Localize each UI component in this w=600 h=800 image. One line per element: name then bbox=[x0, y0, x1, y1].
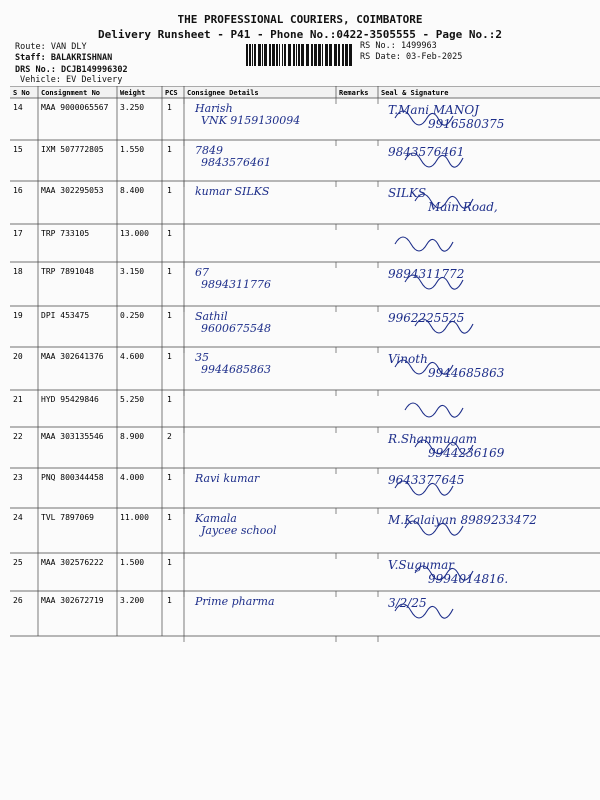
consignee-handwriting: Jaycee school bbox=[201, 524, 277, 537]
signature-handwriting: R.Shanmugam bbox=[388, 432, 478, 446]
cell-consignment: MAA 302295053 bbox=[41, 186, 104, 195]
signature-scribble bbox=[405, 403, 463, 417]
cell-consignment: MAA 302576222 bbox=[41, 558, 104, 567]
cell-sno: 19 bbox=[13, 311, 23, 320]
consignee-handwriting: kumar SILKS bbox=[195, 185, 270, 198]
signature-handwriting: M.Kalaiyan 8989233472 bbox=[388, 513, 537, 527]
consignee-handwriting: Ravi kumar bbox=[195, 472, 260, 485]
runsheet-table bbox=[10, 86, 600, 644]
drs-label: DRS No.: DCJB149996302 bbox=[15, 65, 128, 75]
table-row bbox=[13, 229, 453, 251]
consignee-handwriting: VNK 9159130094 bbox=[201, 114, 301, 127]
consignee-handwriting: Prime pharma bbox=[195, 595, 275, 608]
cell-pcs: 1 bbox=[167, 145, 172, 154]
cell-pcs: 1 bbox=[167, 229, 172, 238]
signature-handwriting: T.Mani MANOJ bbox=[388, 103, 479, 117]
cell-sno: 14 bbox=[13, 103, 23, 112]
signature-scribble bbox=[395, 237, 453, 251]
consignee-handwriting: Harish bbox=[195, 102, 233, 115]
table-row bbox=[13, 558, 508, 586]
cell-pcs: 1 bbox=[167, 267, 172, 276]
consignee-handwriting: 67 bbox=[195, 266, 209, 279]
column-header: PCS bbox=[165, 89, 178, 97]
cell-weight: 1.500 bbox=[120, 558, 145, 567]
cell-pcs: 1 bbox=[167, 596, 172, 605]
column-header: Seal & Signature bbox=[381, 89, 449, 97]
cell-pcs: 1 bbox=[167, 513, 172, 522]
cell-weight: 11.000 bbox=[120, 513, 149, 522]
signature-handwriting: Vinoth bbox=[388, 352, 428, 366]
cell-weight: 5.250 bbox=[120, 395, 145, 404]
signature-handwriting: 9894311772 bbox=[388, 267, 465, 281]
cell-sno: 21 bbox=[13, 395, 23, 404]
table-row bbox=[13, 185, 498, 214]
cell-sno: 20 bbox=[13, 352, 23, 361]
cell-consignment: TVL 7897069 bbox=[41, 513, 94, 522]
signature-handwriting: SILKS bbox=[388, 186, 427, 200]
signature-handwriting: 3/2/25 bbox=[388, 596, 427, 610]
cell-weight: 8.400 bbox=[120, 186, 145, 195]
signature-handwriting: 9843576461 bbox=[388, 145, 465, 159]
cell-consignment: MAA 303135546 bbox=[41, 432, 104, 441]
consignee-handwriting: 35 bbox=[195, 351, 209, 364]
table-row bbox=[13, 595, 453, 618]
table-row bbox=[13, 432, 505, 460]
cell-pcs: 1 bbox=[167, 352, 172, 361]
company-title: THE PROFESSIONAL COURIERS, COIMBATORE bbox=[177, 13, 423, 26]
consignee-handwriting: 9843576461 bbox=[201, 156, 271, 169]
table-row bbox=[13, 472, 464, 495]
consignee-handwriting: 9600675548 bbox=[201, 322, 271, 335]
table-row bbox=[13, 512, 537, 537]
signature-handwriting: 9916580375 bbox=[428, 117, 505, 131]
cell-pcs: 1 bbox=[167, 186, 172, 195]
cell-weight: 3.250 bbox=[120, 103, 145, 112]
consignee-handwriting: 9894311776 bbox=[201, 278, 271, 291]
signature-handwriting: 9944685863 bbox=[428, 366, 505, 380]
cell-weight: 1.550 bbox=[120, 145, 145, 154]
column-header: Consignee Details bbox=[187, 89, 259, 97]
cell-consignment: MAA 9000065567 bbox=[41, 103, 109, 112]
cell-pcs: 1 bbox=[167, 558, 172, 567]
table-row bbox=[13, 351, 505, 380]
cell-weight: 3.150 bbox=[120, 267, 145, 276]
column-header: Remarks bbox=[339, 89, 369, 97]
cell-weight: 4.600 bbox=[120, 352, 145, 361]
signature-handwriting: Main Road, bbox=[428, 200, 498, 214]
cell-consignment: HYD 95429846 bbox=[41, 395, 99, 404]
cell-weight: 0.250 bbox=[120, 311, 145, 320]
cell-sno: 18 bbox=[13, 267, 23, 276]
runsheet-subtitle: Delivery Runsheet - P41 - Phone No.:0422-3505555 - Page No.:2 bbox=[98, 28, 502, 41]
column-header: Consignment No bbox=[41, 89, 101, 97]
cell-consignment: MAA 302641376 bbox=[41, 352, 104, 361]
cell-sno: 23 bbox=[13, 473, 23, 482]
table-row bbox=[13, 395, 463, 417]
cell-consignment: DPI 453475 bbox=[41, 311, 90, 320]
signature-handwriting: 9994014816. bbox=[428, 572, 509, 586]
cell-consignment: PNQ 800344458 bbox=[41, 473, 104, 482]
table-row bbox=[13, 266, 464, 291]
cell-pcs: 1 bbox=[167, 103, 172, 112]
signature-handwriting: 9962225525 bbox=[388, 311, 465, 325]
cell-pcs: 1 bbox=[167, 395, 172, 404]
vehicle-label: Vehicle: EV Delivery bbox=[20, 75, 123, 85]
cell-sno: 26 bbox=[13, 596, 23, 605]
cell-consignment: TRP 7891048 bbox=[41, 267, 94, 276]
cell-consignment: TRP 733105 bbox=[41, 229, 90, 238]
consignee-handwriting: Sathil bbox=[195, 310, 228, 323]
cell-sno: 25 bbox=[13, 558, 23, 567]
table-row bbox=[13, 102, 504, 131]
cell-weight: 3.200 bbox=[120, 596, 145, 605]
cell-sno: 15 bbox=[13, 145, 23, 154]
cell-consignment: IXM 507772805 bbox=[41, 145, 104, 154]
consignee-handwriting: Kamala bbox=[195, 512, 237, 525]
signature-handwriting: 9643377645 bbox=[388, 473, 465, 487]
cell-pcs: 1 bbox=[167, 473, 172, 482]
cell-sno: 17 bbox=[13, 229, 23, 238]
table-row bbox=[13, 310, 473, 335]
cell-weight: 13.000 bbox=[120, 229, 149, 238]
cell-weight: 4.000 bbox=[120, 473, 145, 482]
consignee-handwriting: 7849 bbox=[195, 144, 223, 157]
cell-sno: 22 bbox=[13, 432, 23, 441]
consignee-handwriting: 9944685863 bbox=[201, 363, 271, 376]
route-label: Route: VAN DLY bbox=[15, 42, 87, 52]
cell-pcs: 1 bbox=[167, 311, 172, 320]
cell-consignment: MAA 302672719 bbox=[41, 596, 104, 605]
rs-no-label: RS No.: 1499963 bbox=[360, 41, 437, 51]
barcode bbox=[246, 44, 352, 66]
column-header: S No bbox=[13, 89, 30, 97]
staff-label: Staff: BALAKRISHNAN bbox=[15, 53, 113, 63]
cell-weight: 8.900 bbox=[120, 432, 145, 441]
rs-date-label: RS Date: 03-Feb-2025 bbox=[360, 52, 463, 62]
signature-handwriting: V.Sugumar bbox=[388, 558, 455, 572]
column-header: Weight bbox=[120, 89, 146, 97]
cell-sno: 24 bbox=[13, 513, 23, 522]
table-row bbox=[13, 144, 464, 169]
cell-sno: 16 bbox=[13, 186, 23, 195]
signature-handwriting: 9944236169 bbox=[428, 446, 505, 460]
cell-pcs: 2 bbox=[167, 432, 172, 441]
